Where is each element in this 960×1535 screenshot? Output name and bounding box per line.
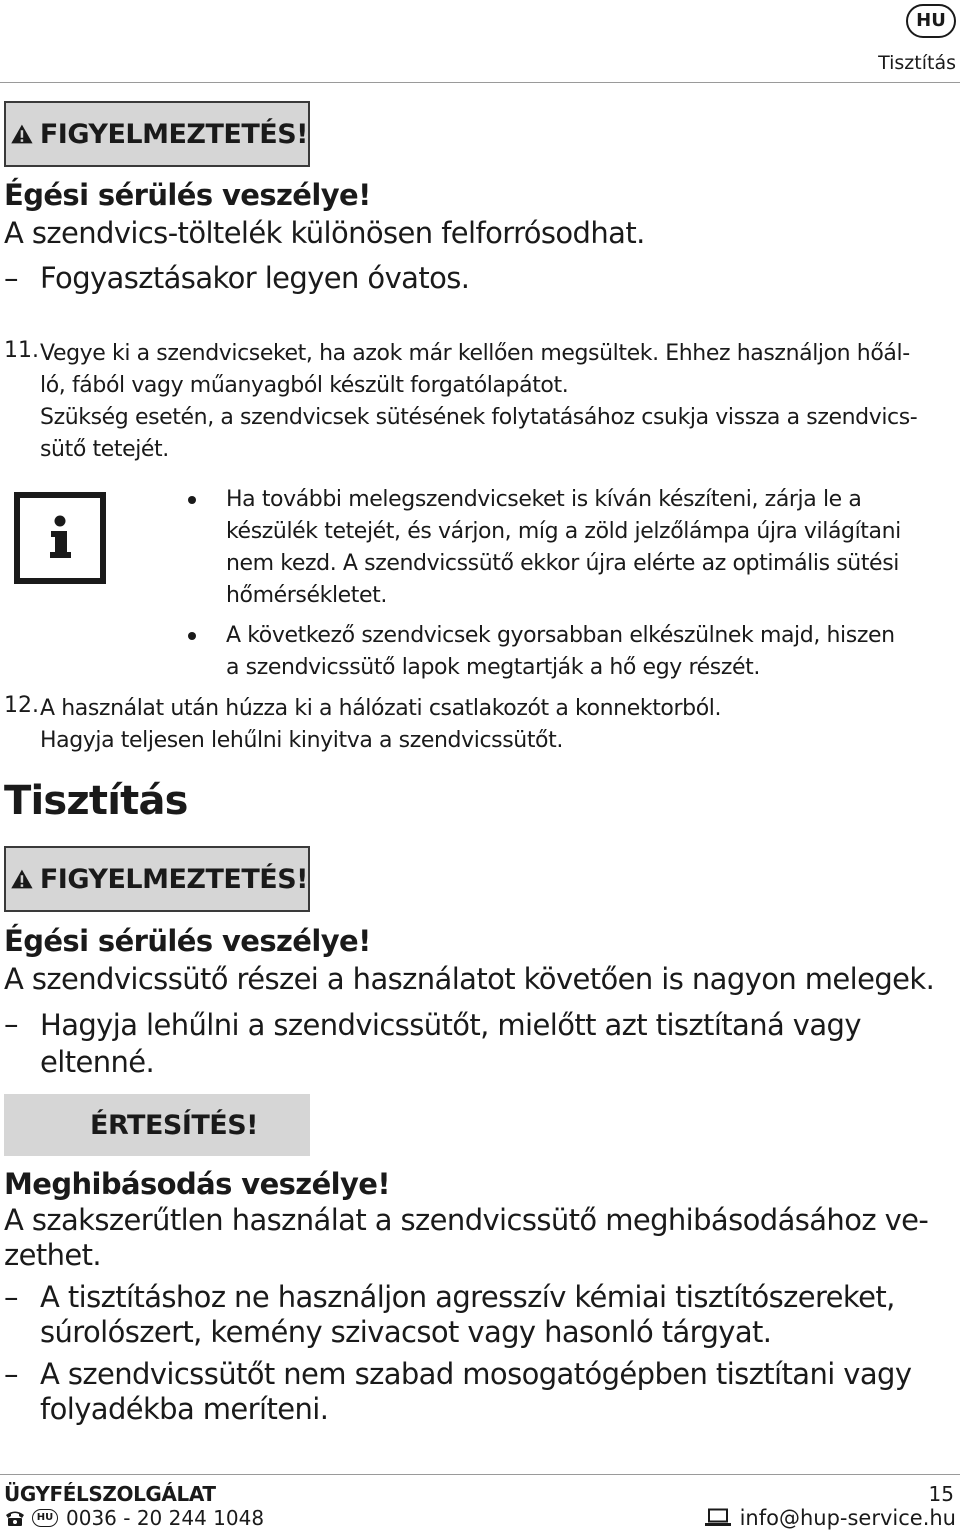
info-line: a szendvicssütő lapok megtartják a hő egy részét. xyxy=(226,655,760,680)
notice-label: ÉRTESÍTÉS! xyxy=(90,1109,258,1141)
footer-phone xyxy=(4,1506,264,1530)
info-line: nem kezd. A szendvicssütő ekkor újra elérte az optimális sütési xyxy=(226,551,899,576)
warning-box xyxy=(4,846,310,912)
language-badge: HU xyxy=(906,4,956,38)
step-number: 11. xyxy=(4,338,39,363)
email-link[interactable]: info@hup-service.hu xyxy=(739,1506,956,1530)
warning-triangle-icon xyxy=(10,862,34,896)
step-line: Szükség esetén, a szendvicsek sütésének folytatásához csukja vissza a szendvics- xyxy=(40,405,918,430)
step-line: Hagyja teljesen lehűlni kinyitva a szendvicssütőt. xyxy=(40,728,563,753)
warning-label: FIGYELMEZTETÉS! xyxy=(39,118,308,150)
customer-service-label: ÜGYFÉLSZOLGÁLAT xyxy=(4,1482,216,1506)
dash-line: eltenné. xyxy=(40,1045,155,1079)
info-line: készülék tetejét, és várjon, míg a zöld jelzőlámpa újra világítani xyxy=(226,519,901,544)
notice-heading: Meghibásodás veszélye! xyxy=(4,1167,390,1201)
dash-marker: – xyxy=(4,1280,19,1314)
dash-line: folyadékba meríteni. xyxy=(40,1392,329,1426)
header-rule xyxy=(0,82,960,83)
warning-text: A szendvics-töltelék különösen felforrósodhat. xyxy=(4,216,645,250)
notice-box xyxy=(4,1094,310,1156)
notice-dash-item xyxy=(40,1280,895,1350)
footer-rule xyxy=(0,1474,960,1475)
warning-dash-item xyxy=(40,1007,861,1081)
notice-line: A szakszerűtlen használat a szendvicssütő meghibásodásához ve- xyxy=(4,1203,929,1237)
notice-line: zethet. xyxy=(4,1238,102,1272)
info-bullet-2 xyxy=(226,620,895,684)
laptop-icon xyxy=(704,1508,732,1528)
phone-number: 0036 - 20 244 1048 xyxy=(66,1506,265,1530)
step-12-text xyxy=(40,693,721,757)
info-icon xyxy=(14,492,106,584)
bullet-dot xyxy=(188,632,196,640)
warning-label: FIGYELMEZTETÉS! xyxy=(39,863,308,895)
step-line: sütő tetejét. xyxy=(40,437,169,462)
info-line: hőmérsékletet. xyxy=(226,583,387,608)
step-line: A használat után húzza ki a hálózati csatlakozót a konnektorból. xyxy=(40,696,722,721)
step-11-text xyxy=(40,338,917,466)
warning-text: A szendvicssütő részei a használatot követően is nagyon melegek. xyxy=(4,962,935,996)
dash-marker: – xyxy=(4,1357,19,1391)
phone-icon xyxy=(4,1509,26,1527)
dash-line: A tisztításhoz ne használjon agresszív kémiai tisztítószereket, xyxy=(40,1280,895,1314)
dash-marker: – xyxy=(4,261,19,295)
page-number: 15 xyxy=(928,1482,954,1506)
notice-dash-item xyxy=(40,1357,911,1427)
warning-box xyxy=(4,101,310,167)
running-head: Tisztítás xyxy=(878,52,956,74)
footer-email xyxy=(704,1506,956,1530)
info-glyph-icon xyxy=(44,514,76,562)
warning-heading: Égési sérülés veszélye! xyxy=(4,924,371,958)
step-number: 12. xyxy=(4,693,39,718)
dash-marker: – xyxy=(4,1007,19,1041)
warning-dash-item: Fogyasztásakor legyen óvatos. xyxy=(40,261,470,295)
country-badge: HU xyxy=(32,1509,58,1527)
info-bullet-1 xyxy=(226,484,901,612)
bullet-dot xyxy=(188,496,196,504)
step-line: ló, fából vagy műanyagból készült forgatólapátot. xyxy=(40,373,569,398)
step-line: Vegye ki a szendvicseket, ha azok már kellően megsültek. Ehhez használjon hőál- xyxy=(40,341,910,366)
info-line: Ha további melegszendvicseket is kíván készíteni, zárja le a xyxy=(226,487,862,512)
dash-line: Hagyja lehűlni a szendvicssütőt, mielőtt azt tisztítaná vagy xyxy=(40,1008,861,1042)
warning-heading: Égési sérülés veszélye! xyxy=(4,178,371,212)
dash-line: súrolószert, kemény szivacsot vagy hasonló tárgyat. xyxy=(40,1315,772,1349)
section-title: Tisztítás xyxy=(4,778,188,824)
notice-text xyxy=(4,1203,928,1273)
warning-triangle-icon xyxy=(10,117,34,151)
dash-line: A szendvicssütőt nem szabad mosogatógépben tisztítani vagy xyxy=(40,1357,912,1391)
info-line: A következő szendvicsek gyorsabban elkészülnek majd, hiszen xyxy=(226,623,895,648)
